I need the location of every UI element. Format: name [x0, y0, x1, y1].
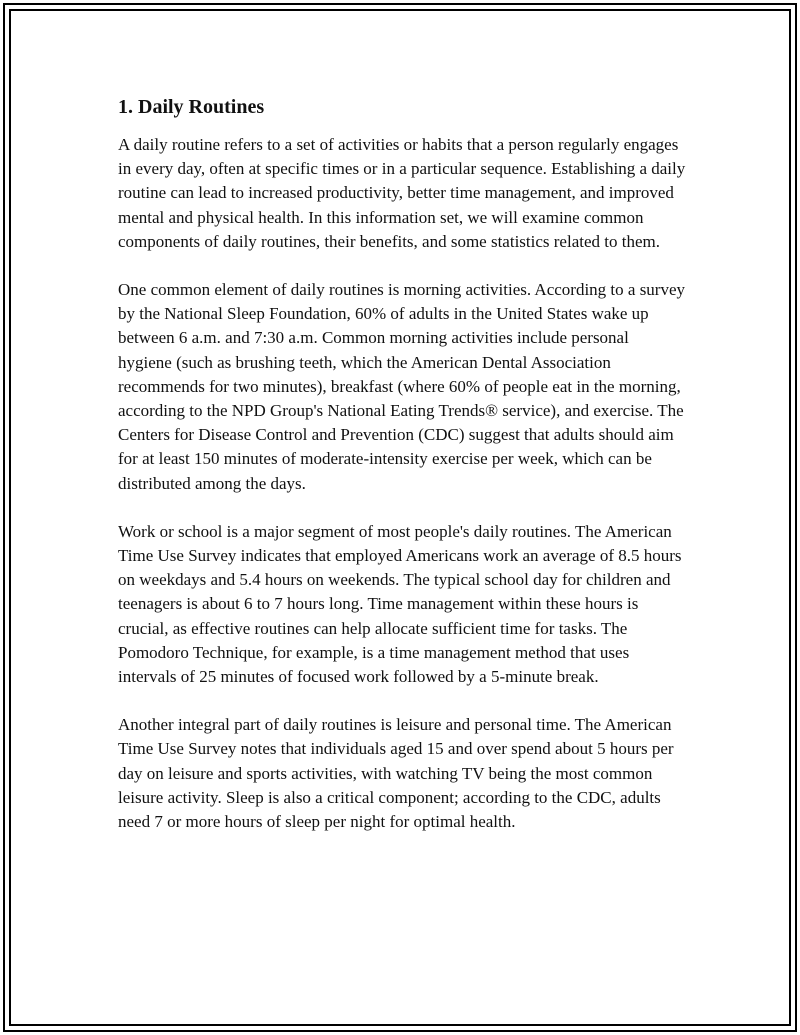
paragraph-morning-activities: One common element of daily routines is morning activities. According to a survey by the National Sleep Foundation, 60% of adults in the United States wake up between 6 a.m. and 7:30 a.m. Common morning activities include personal hygiene (such as brushing teeth, which the American Dental Association recommends for two minutes), breakfast (where 60% of people eat in the morning, according to the NPD Group's National Eating Trends® service), and exercise. The Centers for Disease Control and Prevention (CDC) suggest that adults should aim for at least 150 minutes of moderate-intensity exercise per week, which can be distributed among the days.	[118, 280, 686, 493]
paragraph-leisure-sleep: Another integral part of daily routines is leisure and personal time. The American Time Use Survey notes that individuals aged 15 and over spend about 5 hours per day on leisure and sports activities, with watching TV being the most common leisure activity. Sleep is also a critical component; according to the CDC, adults need 7 or more hours of sleep per night for optimal health.	[118, 715, 674, 832]
document-body	[118, 94, 686, 858]
paragraph-intro: A daily routine refers to a set of activities or habits that a person regularly engages in every day, often at specific times or in a particular sequence. Establishing a daily routine can lead to increased productivity, better time management, and improved mental and physical health. In this information set, we will examine common components of daily routines, their benefits, and some statistics related to them.	[118, 135, 686, 251]
paragraph-work-school: Work or school is a major segment of most people's daily routines. The American Time Use Survey indicates that employed Americans work an average of 8.5 hours on weekdays and 5.4 hours on weekends. The typical school day for children and teenagers is about 6 to 7 hours long. Time management within these hours is crucial, as effective routines can help allocate sufficient time for tasks. The Pomodoro Technique, for example, is a time management method that uses intervals of 25 minutes of focused work followed by a 5-minute break.	[118, 521, 682, 687]
section-heading: 1. Daily Routines	[118, 96, 265, 118]
